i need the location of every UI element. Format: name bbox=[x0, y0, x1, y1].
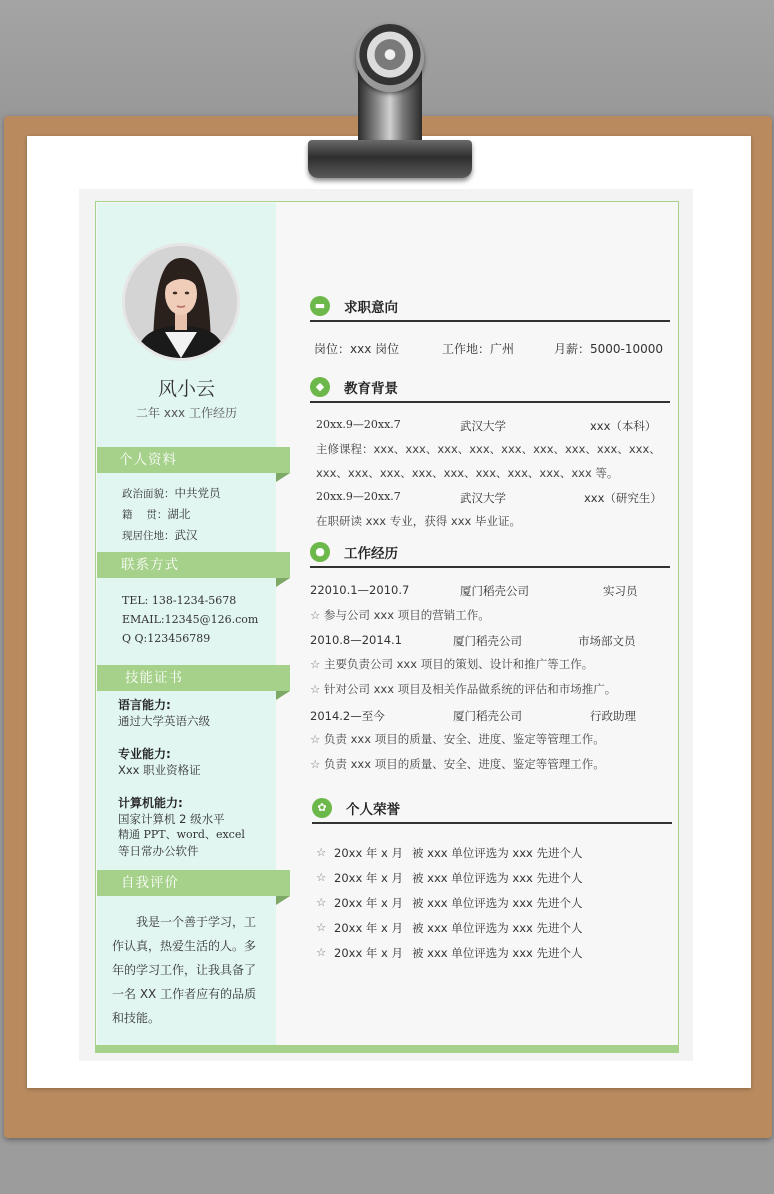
skill-value: 精通 PPT、word、excel bbox=[118, 828, 245, 841]
objective-section-header bbox=[310, 294, 670, 318]
contact-header bbox=[97, 552, 290, 578]
objective-row bbox=[314, 340, 674, 356]
honor-text: 被 xxx 单位评选为 xxx 先进个人 bbox=[412, 946, 583, 960]
personal-info-list bbox=[122, 483, 221, 546]
honor-text: 被 xxx 单位评选为 xxx 先进个人 bbox=[412, 921, 583, 935]
work-company: 厦门稻壳公司 bbox=[453, 709, 522, 723]
honor-item bbox=[316, 870, 666, 895]
personal-item-label: 政治面貌： bbox=[122, 488, 175, 500]
personal-info-title: 个人资料 bbox=[119, 452, 177, 468]
people-icon: ● bbox=[310, 542, 330, 562]
clip-plate bbox=[308, 140, 472, 178]
work-duty-text: 主要负责公司 xxx 项目的策划、设计和推广等工作。 bbox=[323, 657, 594, 671]
honor-date: 20xx 年 x 月 bbox=[334, 871, 404, 885]
objective-title: 求职意向 bbox=[344, 300, 398, 316]
education-courses-line: xxx、xxx、xxx、xxx、xxx、xxx、xxx、xxx、xxx 等。 bbox=[316, 466, 619, 480]
education-school: 武汉大学 bbox=[460, 491, 506, 505]
work-role: 行政助理 bbox=[590, 709, 636, 723]
briefcase-icon: ▬ bbox=[310, 296, 330, 316]
work-entry bbox=[310, 708, 670, 724]
section-rule bbox=[310, 566, 670, 568]
honor-item bbox=[316, 945, 666, 970]
personal-item-value: 湖北 bbox=[167, 507, 191, 521]
skills-title: 技能证书 bbox=[125, 670, 183, 686]
education-period: 20xx.9—20xx.7 bbox=[316, 418, 401, 431]
honor-date: 20xx 年 x 月 bbox=[334, 896, 404, 910]
self-eval-text: 我是一个善于学习，工作认真，热爱生活的人。多年的学习工作，让我具备了一名 XX 工作者应有的品质和技能。 bbox=[112, 915, 257, 1025]
star-icon: ☆ bbox=[316, 895, 327, 909]
contact-list bbox=[122, 591, 258, 648]
resume-bottom-bar bbox=[95, 1045, 679, 1053]
work-duty bbox=[310, 727, 605, 751]
section-rule bbox=[310, 401, 670, 403]
star-icon: ☆ bbox=[310, 608, 321, 622]
honor-item bbox=[316, 920, 666, 945]
work-section-header bbox=[310, 540, 670, 564]
candidate-name: 风小云 bbox=[157, 378, 215, 400]
skill-group-professional bbox=[118, 746, 245, 778]
education-degree: xxx（研究生） bbox=[584, 491, 662, 505]
honor-text: 被 xxx 单位评选为 xxx 先进个人 bbox=[412, 896, 583, 910]
work-period: 2014.2—至今 bbox=[310, 709, 385, 723]
star-icon: ☆ bbox=[310, 757, 321, 771]
profile-photo bbox=[122, 243, 240, 361]
work-duty-text: 针对公司 xxx 项目及相关作品做系统的评估和市场推广。 bbox=[323, 682, 617, 696]
star-icon: ☆ bbox=[316, 920, 327, 934]
education-courses-line: 主修课程：xxx、xxx、xxx、xxx、xxx、xxx、xxx、xxx、xxx、 bbox=[316, 442, 661, 456]
objective-position: 岗位：xxx 岗位 bbox=[314, 342, 400, 356]
section-rule bbox=[310, 320, 670, 322]
work-duty bbox=[310, 603, 490, 627]
personal-info-header bbox=[97, 447, 290, 473]
work-duty-text: 负责 xxx 项目的质量、安全、进度、鉴定等管理工作。 bbox=[323, 732, 605, 746]
work-entry bbox=[310, 633, 670, 649]
personal-item-value: 武汉 bbox=[174, 528, 198, 542]
skill-group-language bbox=[118, 697, 245, 729]
leaf-icon: ✿ bbox=[312, 798, 332, 818]
personal-item bbox=[122, 504, 221, 525]
work-period: 22010.1—2010.7 bbox=[310, 583, 410, 597]
skill-value: 等日常办公软件 bbox=[118, 844, 199, 858]
self-eval-title: 自我评价 bbox=[121, 875, 179, 891]
personal-item-label: 籍 贯： bbox=[122, 509, 168, 521]
contact-title: 联系方式 bbox=[121, 557, 179, 573]
education-degree: xxx（本科） bbox=[590, 419, 657, 433]
star-icon: ☆ bbox=[316, 845, 327, 859]
star-icon: ☆ bbox=[316, 870, 327, 884]
education-title: 教育背景 bbox=[344, 381, 398, 397]
honor-text: 被 xxx 单位评选为 xxx 先进个人 bbox=[412, 871, 583, 885]
education-school: 武汉大学 bbox=[460, 419, 506, 433]
education-entry bbox=[316, 490, 666, 506]
honor-date: 20xx 年 x 月 bbox=[334, 921, 404, 935]
honor-date: 20xx 年 x 月 bbox=[334, 846, 404, 860]
personal-item-label: 现居住地： bbox=[122, 530, 175, 542]
star-icon: ☆ bbox=[310, 732, 321, 746]
work-duty bbox=[310, 652, 593, 676]
contact-phone: TEL: 138-1234-5678 bbox=[122, 594, 237, 607]
honors-title: 个人荣誉 bbox=[346, 802, 400, 818]
education-note: 在职研读 xxx 专业，获得 xxx 毕业证。 bbox=[316, 514, 521, 528]
star-icon: ☆ bbox=[310, 682, 321, 696]
skill-title: 语言能力: bbox=[118, 698, 171, 712]
binder-clip bbox=[300, 24, 478, 179]
work-duty bbox=[310, 677, 616, 701]
honor-text: 被 xxx 单位评选为 xxx 先进个人 bbox=[412, 846, 583, 860]
self-eval-header bbox=[97, 870, 290, 896]
skill-title: 计算机能力: bbox=[118, 796, 183, 810]
personal-item bbox=[122, 483, 221, 504]
work-duty bbox=[310, 752, 605, 776]
objective-salary: 月薪：5000-10000 bbox=[554, 342, 664, 356]
work-role: 实习员 bbox=[603, 584, 638, 598]
graduation-cap-icon: ◆ bbox=[310, 377, 330, 397]
work-role: 市场部文员 bbox=[578, 634, 636, 648]
honors-section-header bbox=[312, 796, 672, 820]
skills-list bbox=[118, 697, 245, 859]
skill-value: 通过大学英语六级 bbox=[118, 714, 210, 728]
education-section-header bbox=[310, 375, 670, 399]
personal-item-value: 中共党员 bbox=[174, 486, 221, 500]
work-company: 厦门稻壳公司 bbox=[453, 634, 522, 648]
work-duty-text: 参与公司 xxx 项目的营销工作。 bbox=[323, 608, 490, 622]
clip-ring bbox=[356, 24, 424, 92]
honor-date: 20xx 年 x 月 bbox=[334, 946, 404, 960]
skill-title: 专业能力: bbox=[118, 747, 171, 761]
contact-email: EMAIL:12345@126.com bbox=[122, 613, 259, 626]
work-company: 厦门稻壳公司 bbox=[460, 584, 529, 598]
honor-item bbox=[316, 845, 666, 870]
work-duty-text: 负责 xxx 项目的质量、安全、进度、鉴定等管理工作。 bbox=[323, 757, 605, 771]
candidate-subtitle: 二年 xxx 工作经历 bbox=[136, 406, 237, 420]
objective-location: 工作地：广州 bbox=[442, 342, 515, 356]
skill-value: Xxx 职业资格证 bbox=[118, 763, 201, 777]
education-period: 20xx.9—20xx.7 bbox=[316, 490, 401, 503]
star-icon: ☆ bbox=[316, 945, 327, 959]
star-icon: ☆ bbox=[310, 657, 321, 671]
skill-value: 国家计算机 2 级水平 bbox=[118, 812, 225, 826]
work-title: 工作经历 bbox=[344, 546, 398, 562]
skills-header bbox=[97, 665, 290, 691]
honors-list bbox=[316, 845, 666, 970]
portrait-illustration bbox=[125, 246, 237, 358]
education-entry bbox=[316, 418, 666, 434]
contact-qq: Q Q:123456789 bbox=[122, 632, 211, 645]
skill-group-computer bbox=[118, 795, 245, 859]
honor-item bbox=[316, 895, 666, 920]
personal-item bbox=[122, 525, 221, 546]
work-entry bbox=[310, 583, 670, 599]
section-rule bbox=[312, 822, 672, 824]
work-period: 2010.8—2014.1 bbox=[310, 633, 402, 647]
